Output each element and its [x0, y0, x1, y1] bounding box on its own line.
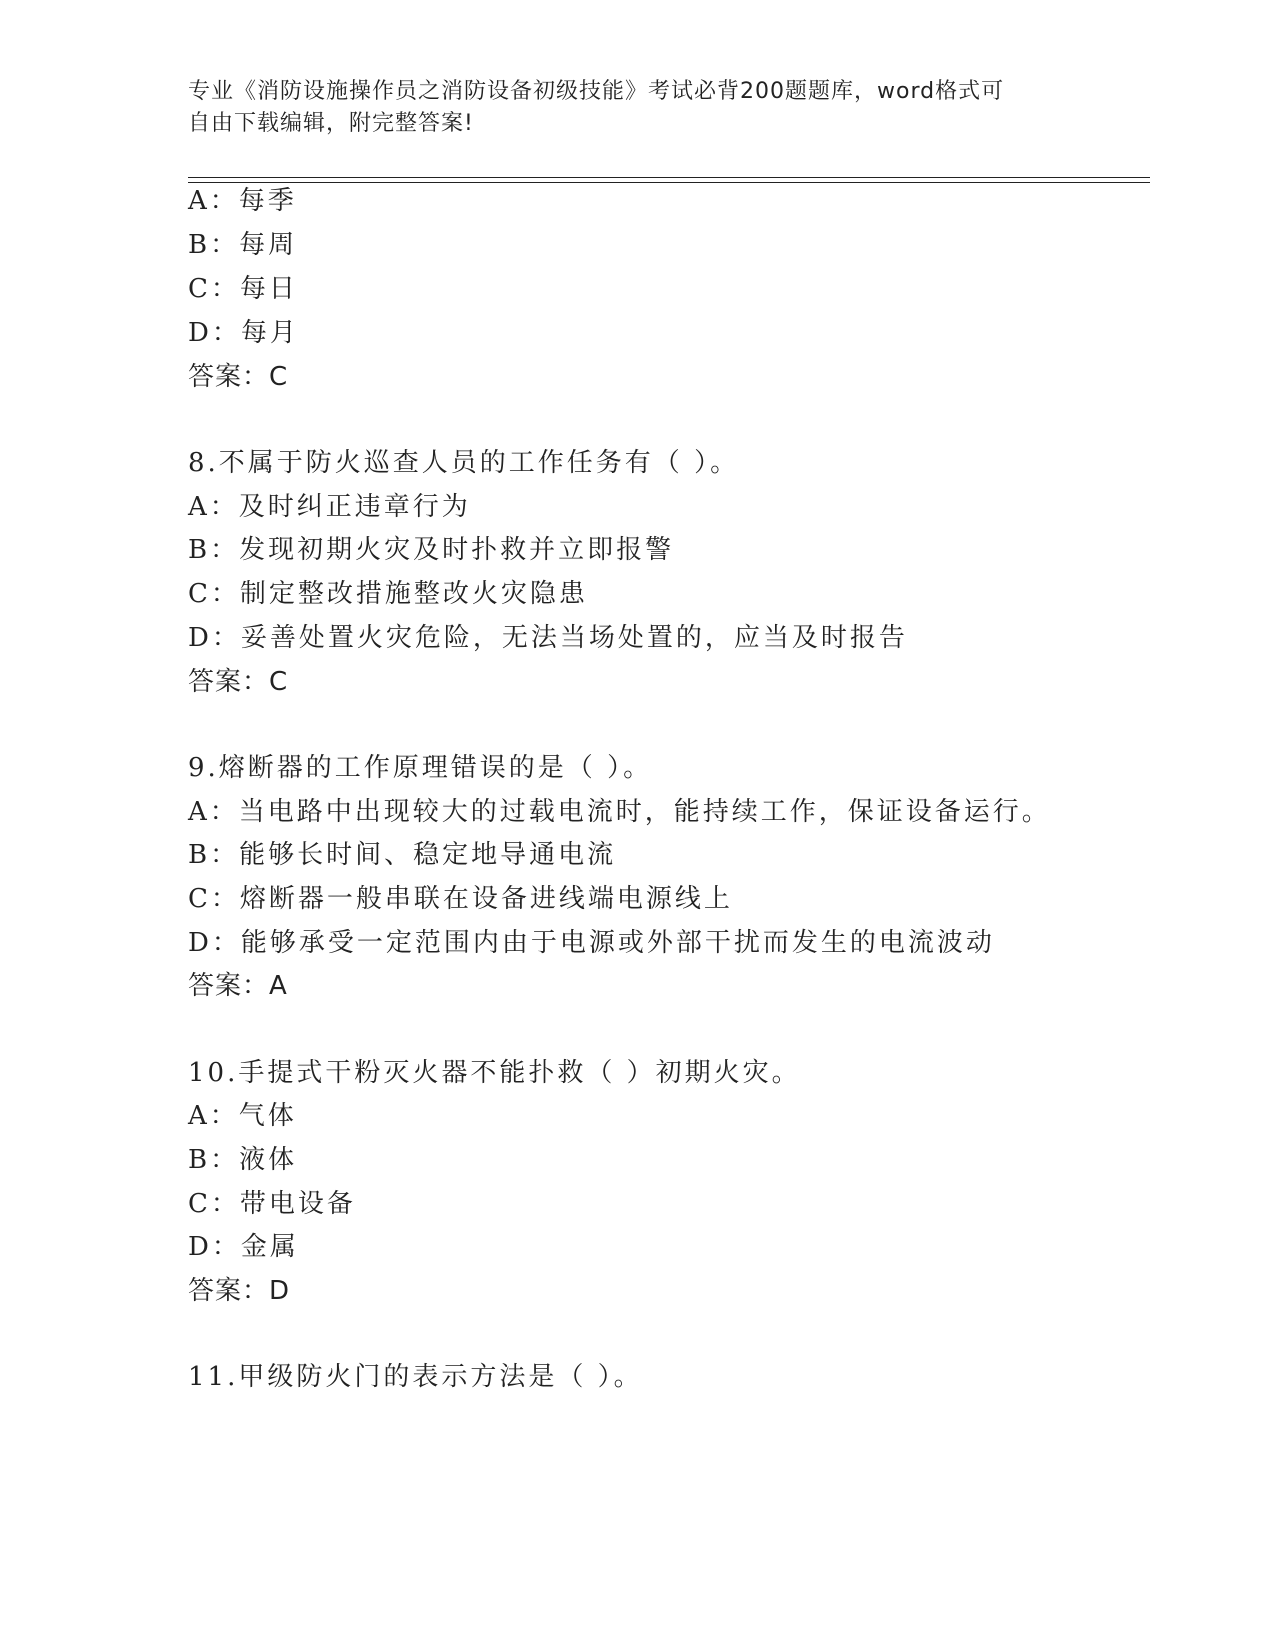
- q8-answer: 答案：C: [188, 667, 289, 697]
- q8-option-a: A：及时纠正违章行为: [188, 492, 471, 522]
- q9-option-a: A：当电路中出现较大的过载电流时，能持续工作，保证设备运行。: [188, 797, 1051, 827]
- q9-answer: 答案：A: [188, 971, 288, 1001]
- q8-option-d: D：妥善处置火灾危险，无法当场处置的，应当及时报告: [188, 623, 908, 653]
- header-line-2: 自由下载编辑，附完整答案!: [188, 111, 474, 136]
- q7-option-a: A：每季: [188, 186, 297, 216]
- q10-option-d: D：金属: [188, 1232, 299, 1262]
- q10-option-b: B：液体: [188, 1145, 298, 1175]
- q11-question: 11.甲级防火门的表示方法是（ ）。: [188, 1362, 643, 1392]
- q10-option-c: C：带电设备: [188, 1189, 356, 1219]
- q7-option-d: D：每月: [188, 318, 299, 348]
- header-line-1: 专业《消防设施操作员之消防设备初级技能》考试必背200题题库，word格式可: [188, 79, 1005, 104]
- q7-option-b: B：每周: [188, 230, 298, 260]
- q8-option-b: B：发现初期火灾及时扑救并立即报警: [188, 535, 675, 565]
- header-divider: [188, 177, 1150, 183]
- q10-answer: 答案：D: [188, 1276, 291, 1306]
- q9-option-c: C：熔断器一般串联在设备进线端电源线上: [188, 884, 733, 914]
- q7-answer: 答案：C: [188, 362, 289, 392]
- q10-question: 10.手提式干粉灭火器不能扑救（ ）初期火灾。: [188, 1058, 801, 1088]
- q9-option-b: B：能够长时间、稳定地导通电流: [188, 840, 617, 870]
- q10-option-a: A：气体: [188, 1101, 297, 1131]
- q9-option-d: D：能够承受一定范围内由于电源或外部干扰而发生的电流波动: [188, 928, 995, 958]
- document-header: [188, 76, 1068, 140]
- q8-question: 8.不属于防火巡查人员的工作任务有（ ）。: [188, 448, 740, 478]
- q7-option-c: C：每日: [188, 274, 298, 304]
- q9-question: 9.熔断器的工作原理错误的是（ ）。: [188, 753, 653, 783]
- q8-option-c: C：制定整改措施整改火灾隐患: [188, 579, 588, 609]
